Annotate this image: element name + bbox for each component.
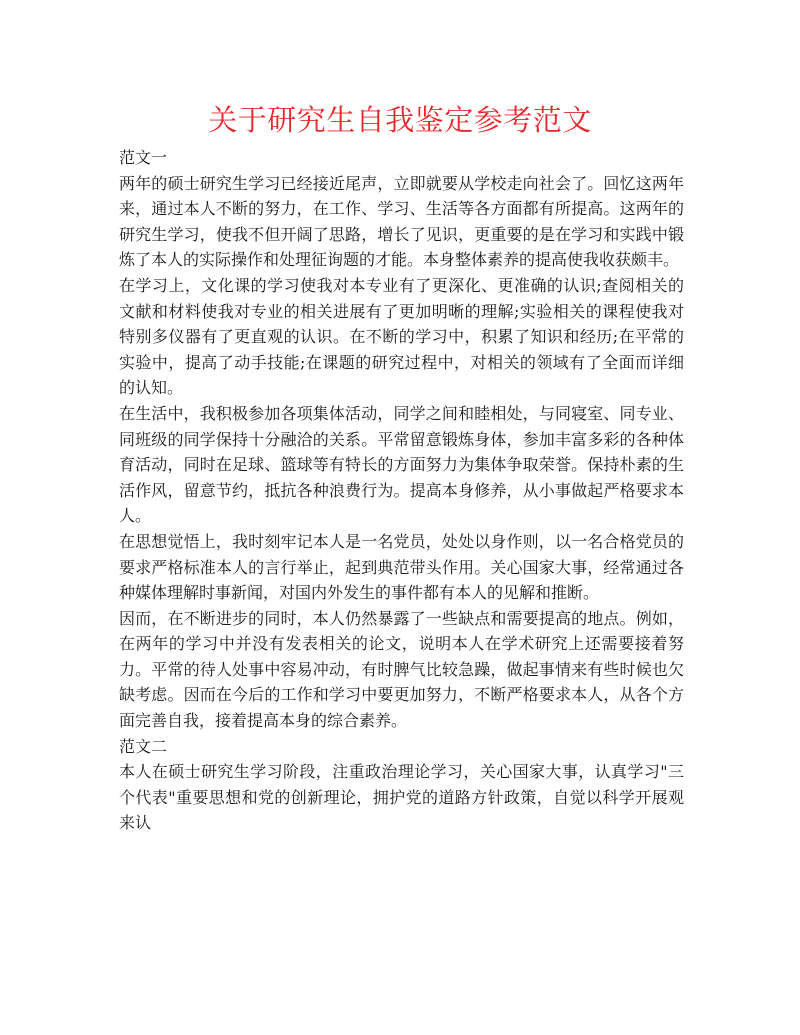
paragraph: 本人在硕士研究生学习阶段，注重政治理论学习，关心国家大事，认真学习"三个代表"重要思想和党的创新理论，拥护党的道路方针政策，自觉以科学开展观来认 (119, 762, 684, 833)
section-heading-1: 范文一 (119, 148, 168, 167)
section-heading-2: 范文二 (119, 736, 168, 756)
document-body (119, 145, 684, 836)
paragraph: 因而，在不断进步的同时，本人仍然暴露了一些缺点和需要提高的地点。例如，在两年的学习中并没有发表相关的论文，说明本人在学术研究上还需要接着努力。平常的待人处事中容易冲动，有时脾气比较急躁，做起事情来有些时候也欠缺考虑。因而在今后的工作和学习中要更加努力，不断严格要求本人，从各个方面完善自我，接着提高本身的综合素养。 (119, 608, 684, 731)
paragraph: 在学习上，文化课的学习使我对本专业有了更深化、更准确的认识;查阅相关的文献和材料使我对专业的相关进展有了更加明晰的理解;实验相关的课程使我对特别多仪器有了更直观的认识。在不断的学习中，积累了知识和经历;在平常的实验中，提高了动手技能;在课题的研究过程中，对相关的领域有了全面而详细的认知。 (119, 275, 684, 398)
paragraph: 在生活中，我积极参加各项集体活动，同学之间和睦相处，与同寝室、同专业、同班级的同学保持十分融洽的关系。平常留意锻炼身体，参加丰富多彩的各种体育活动，同时在足球、篮球等有特长的方面努力为集体争取荣誉。保持朴素的生活作风，留意节约，抵抗各种浪费行为。提高本身修养，从小事做起严格要求本人。 (119, 403, 684, 526)
document-title: 关于研究生自我鉴定参考范文 (208, 103, 592, 137)
paragraph: 在思想觉悟上，我时刻牢记本人是一名党员，处处以身作则，以一名合格党员的要求严格标准本人的言行举止，起到典范带头作用。关心国家大事，经常通过各种媒体理解时事新闻，对国内外发生的事件都有本人的见解和推断。 (119, 531, 684, 603)
paragraph: 两年的硕士研究生学习已经接近尾声，立即就要从学校走向社会了。回忆这两年来，通过本人不断的努力，在工作、学习、生活等各方面都有所提高。这两年的研究生学习，使我不但开阔了思路，增长了见识，更重要的是在学习和实践中锻炼了本人的实际操作和处理征询题的才能。本身整体素养的提高使我收获颇丰。 (119, 173, 684, 270)
